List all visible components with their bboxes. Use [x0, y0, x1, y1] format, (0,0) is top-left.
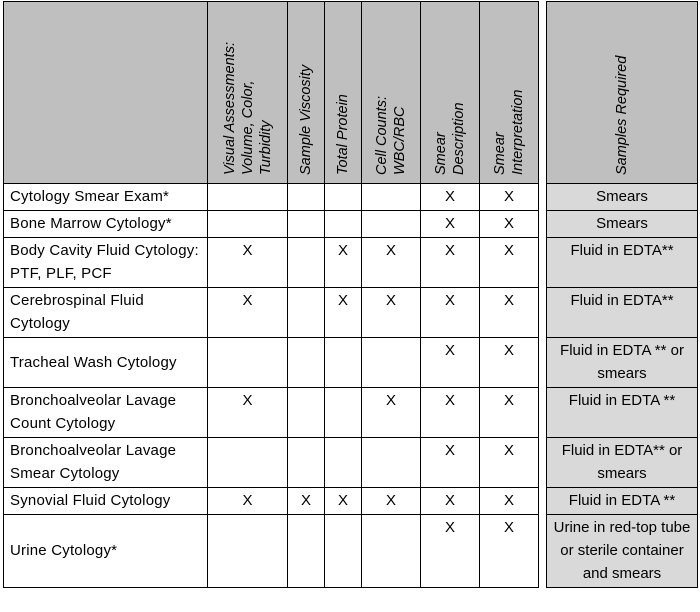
row-mark-cell: X [480, 438, 539, 488]
row-sample-required: Fluid in EDTA ** [547, 388, 698, 438]
row-test-name: Cerebrospinal Fluid Cytology [4, 288, 208, 338]
row-mark-cell: X [421, 238, 480, 288]
row-mark-cell: X [362, 238, 421, 288]
column-spacer [539, 438, 547, 488]
row-test-name: Tracheal Wash Cytology [4, 338, 208, 388]
column-header [288, 2, 325, 184]
row-mark-cell [362, 184, 421, 211]
table-row [4, 515, 698, 588]
row-mark-cell [325, 184, 362, 211]
row-mark-cell: X [362, 488, 421, 515]
column-header-label: Samples Required [614, 55, 630, 175]
table-body [4, 184, 698, 588]
row-mark-cell: X [208, 388, 288, 438]
row-mark-cell [325, 388, 362, 438]
column-header [421, 2, 480, 184]
row-mark-cell: X [480, 184, 539, 211]
row-mark-cell [362, 338, 421, 388]
column-header [362, 2, 421, 184]
row-mark-cell: X [480, 338, 539, 388]
table-row [4, 238, 698, 288]
row-sample-required: Fluid in EDTA** or smears [547, 438, 698, 488]
row-test-name: Bronchoalveolar Lavage Smear Cytology [4, 438, 208, 488]
row-mark-cell: X [421, 388, 480, 438]
column-spacer [539, 515, 547, 588]
row-test-name: Cytology Smear Exam* [4, 184, 208, 211]
row-mark-cell [362, 515, 421, 588]
table-row [4, 288, 698, 338]
row-mark-cell: X [421, 515, 480, 588]
row-mark-cell [362, 438, 421, 488]
column-spacer [539, 184, 547, 211]
row-mark-cell [208, 184, 288, 211]
row-mark-cell [325, 338, 362, 388]
row-mark-cell: X [480, 515, 539, 588]
row-mark-cell: X [362, 388, 421, 438]
column-spacer [539, 211, 547, 238]
column-header [547, 2, 698, 184]
column-spacer [539, 388, 547, 438]
column-spacer [539, 288, 547, 338]
row-mark-cell: X [208, 238, 288, 288]
row-mark-cell: X [421, 211, 480, 238]
row-mark-cell [288, 184, 325, 211]
row-mark-cell: X [421, 338, 480, 388]
row-test-name: Bone Marrow Cytology* [4, 211, 208, 238]
row-sample-required: Fluid in EDTA** [547, 288, 698, 338]
row-mark-cell: X [480, 211, 539, 238]
row-mark-cell: X [362, 288, 421, 338]
row-mark-cell [288, 288, 325, 338]
row-mark-cell [288, 338, 325, 388]
table-row [4, 184, 698, 211]
row-mark-cell [288, 238, 325, 288]
column-header-label: Sample Viscosity [298, 64, 314, 175]
row-mark-cell [362, 211, 421, 238]
row-mark-cell [288, 211, 325, 238]
row-test-name: Synovial Fluid Cytology [4, 488, 208, 515]
table-row [4, 488, 698, 515]
row-mark-cell: X [421, 184, 480, 211]
column-header-label: Cell Counts: WBC/RBC [374, 96, 408, 175]
row-mark-cell: X [421, 288, 480, 338]
column-header-label: Visual Assessments: Volume, Color, Turbidity [221, 42, 274, 175]
row-mark-cell [288, 515, 325, 588]
column-header [480, 2, 539, 184]
row-mark-cell: X [325, 488, 362, 515]
row-mark-cell: X [325, 288, 362, 338]
column-header [325, 2, 362, 184]
cytology-services-table [3, 1, 698, 588]
row-sample-required: Smears [547, 184, 698, 211]
row-sample-required: Fluid in EDTA** [547, 238, 698, 288]
row-mark-cell: X [208, 488, 288, 515]
row-sample-required: Fluid in EDTA ** [547, 488, 698, 515]
column-spacer [539, 488, 547, 515]
row-mark-cell: X [325, 238, 362, 288]
row-sample-required: Smears [547, 211, 698, 238]
column-spacer [539, 238, 547, 288]
row-mark-cell [288, 438, 325, 488]
column-spacer [539, 2, 547, 184]
row-test-name: Body Cavity Fluid Cytology: PTF, PLF, PCF [4, 238, 208, 288]
table-row [4, 388, 698, 438]
row-mark-cell: X [421, 488, 480, 515]
row-mark-cell: X [288, 488, 325, 515]
row-mark-cell [325, 515, 362, 588]
row-sample-required: Fluid in EDTA ** or smears [547, 338, 698, 388]
row-mark-cell [325, 438, 362, 488]
row-sample-required: Urine in red-top tube or sterile container and smears [547, 515, 698, 588]
column-header-label: Smear Description [433, 102, 467, 175]
corner-cell [4, 2, 208, 184]
row-mark-cell [208, 338, 288, 388]
row-mark-cell [325, 211, 362, 238]
column-header-label: Smear Interpretation [492, 89, 526, 175]
row-mark-cell: X [208, 288, 288, 338]
table-row [4, 338, 698, 388]
row-test-name: Bronchoalveolar Lavage Count Cytology [4, 388, 208, 438]
row-mark-cell [208, 515, 288, 588]
column-header-label: Total Protein [335, 94, 351, 175]
row-mark-cell [208, 211, 288, 238]
table-row [4, 438, 698, 488]
row-mark-cell [208, 438, 288, 488]
row-mark-cell: X [480, 488, 539, 515]
row-mark-cell: X [480, 288, 539, 338]
header-row [4, 2, 698, 184]
row-mark-cell: X [421, 438, 480, 488]
row-test-name: Urine Cytology* [4, 515, 208, 588]
column-spacer [539, 338, 547, 388]
row-mark-cell: X [480, 388, 539, 438]
column-header [208, 2, 288, 184]
row-mark-cell [288, 388, 325, 438]
table-row [4, 211, 698, 238]
row-mark-cell: X [480, 238, 539, 288]
